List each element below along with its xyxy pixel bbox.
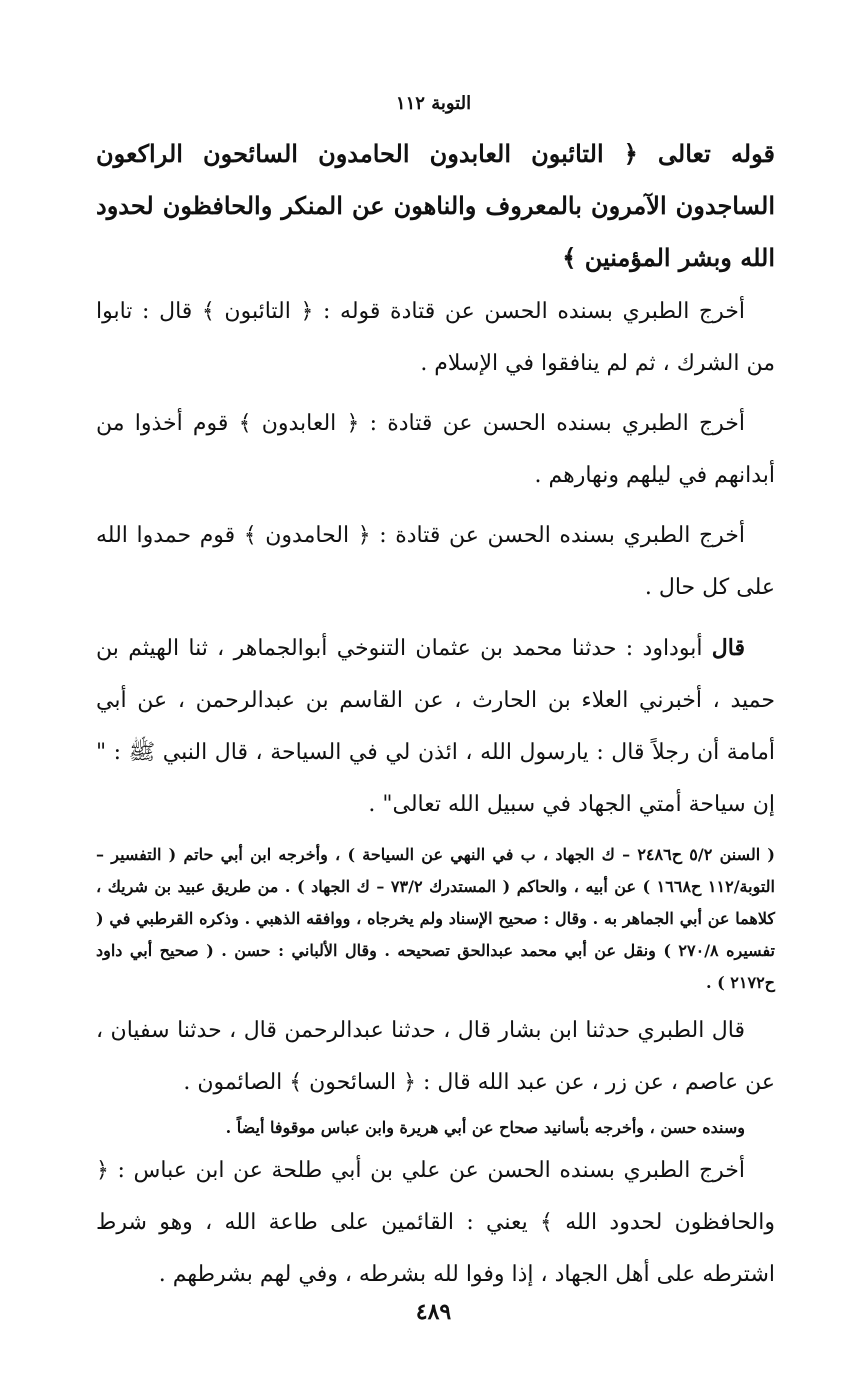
takhrij-footnote: ( السنن ٥/٢ ح٢٤٨٦ – ك الجهاد ، ب في النهي عن السياحة ) ، وأخرجه ابن أبي حاتم ( التفسير – التوبة/١١٢ ح١٦٦٨ ) عن أبيه ، والحاكم ( المستدرك ٧٣/٢ – ك الجهاد ) . من طريق عبيد بن شريك ، كلاهما عن أبي الجماهر به . وقال : صحيح الإسناد ولم يخرجاه ، ووافقه الذهبي . وذكره القرطبي في ( تفسيره ٢٧٠/٨ ) ونقل عن أبي محمد عبدالحق تصحيحه . وقال الألباني : حسن . ( صحيح أبي داود ح٢١٧٢ ) . [96,845,776,992]
tafsir-paragraph-5: قال الطبري حدثنا ابن بشار قال ، حدثنا عبدالرحمن قال ، حدثنا سفيان ، عن عاصم ، عن زر ، عن عبد الله قال : ﴿ السائحون ﴾ الصائمون . [96,1018,775,1095]
hadith-paragraph [96,622,775,831]
tafsir-paragraph-1: أخرج الطبري بسنده الحسن عن قتادة قوله : ﴿ التائبون ﴾ قال : تابوا من الشرك ، ثم لم ينافقوا في الإسلام . [96,299,775,376]
tafsir-paragraph-6: أخرج الطبري بسنده الحسن عن علي بن أبي طلحة عن ابن عباس : ﴿ والحافظون لحدود الله ﴾ يعني : القائمين على طاعة الله ، وهو شرط اشترطه على أهل الجهاد ، إذا وفوا لله بشرطه ، وفي لهم بشرطهم . [96,1158,775,1287]
running-header: التوبة ١١٢ [395,93,472,114]
hadith-lead-word: قال [711,635,745,661]
hadith-text: أبوداود : حدثنا محمد بن عثمان التنوخي أبوالجماهر ، ثنا الهيثم بن حميد ، أخبرني العلاء بن الحارث ، عن القاسم بن عبدالرحمن ، عن أبي أمامة أن رجلاً قال : يارسول الله ، ائذن لي في السياحة ، قال النبي ﷺ : " إن سياحة أمتي الجهاد في سبيل الله تعالى" . [96,636,775,817]
isnad-note: وسنده حسن ، وأخرجه بأسانيد صحاح عن أبي هريرة وابن عباس موقوفا أيضاً . [225,1118,745,1137]
tafsir-paragraph-2: أخرج الطبري بسنده الحسن عن قتادة : ﴿ العابدون ﴾ قوم أخذوا من أبدانهم في ليلهم ونهارهم . [96,411,775,488]
page-number: ٤٨٩ [415,1299,452,1325]
page-body [96,128,775,1309]
quran-verse: قوله تعالى ﴿ التائبون العابدون الحامدون السائحون الراكعون الساجدون الآمرون بالمعروف والناهون عن المنكر والحافظون لحدود الله وبشر المؤمنين ﴾ [96,139,775,272]
tafsir-paragraph-3: أخرج الطبري بسنده الحسن عن قتادة : ﴿ الحامدون ﴾ قوم حمدوا الله على كل حال . [96,523,775,600]
